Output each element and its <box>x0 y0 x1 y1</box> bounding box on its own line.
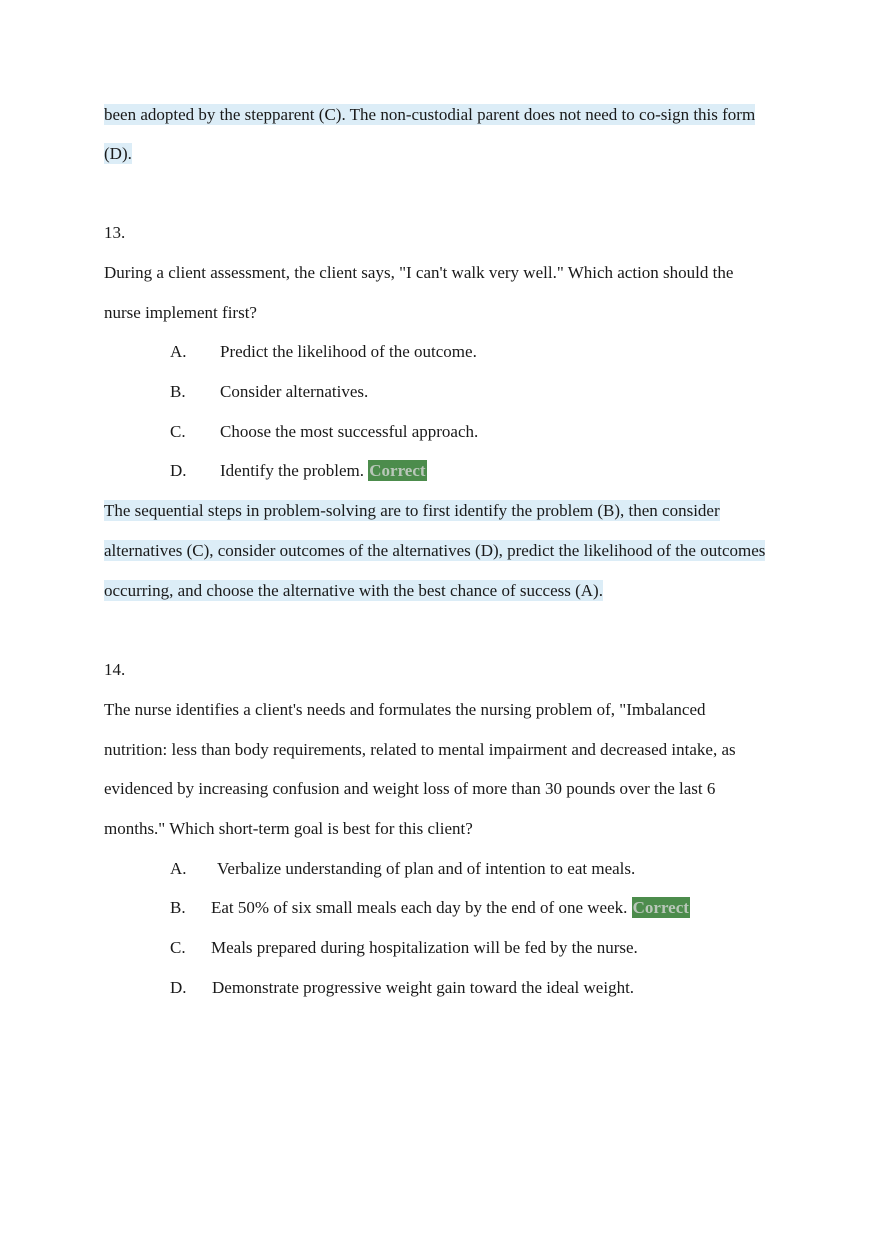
question-stem: nurse implement first? <box>104 303 257 322</box>
explanation-line <box>104 500 720 522</box>
option-text: Consider alternatives. <box>220 382 369 401</box>
option-letter: A. <box>170 859 187 878</box>
option-text: Eat 50% of six small meals each day by the end of one week. <box>211 898 628 917</box>
option-letter: B. <box>170 382 186 401</box>
option-letter: C. <box>170 422 186 441</box>
option-text: Demonstrate progressive weight gain toward the ideal weight. <box>212 978 635 997</box>
option-letter: D. <box>170 461 187 480</box>
option-text: Verbalize understanding of plan and of intention to eat meals. <box>217 859 636 878</box>
option-text: Identify the problem. <box>220 461 364 480</box>
question-stem: evidenced by increasing confusion and weight loss of more than 30 pounds over the last 6 <box>104 779 716 798</box>
highlighted-text: The sequential steps in problem-solving are to first identify the problem (B), then consider <box>104 501 720 520</box>
highlighted-text: (D). <box>104 144 132 163</box>
question-number: 14. <box>104 660 126 679</box>
highlighted-text: occurring, and choose the alternative with the best chance of success (A). <box>104 581 603 600</box>
option-letter: B. <box>170 898 186 917</box>
question-stem: The nurse identifies a client's needs and formulates the nursing problem of, "Imbalanced <box>104 700 706 719</box>
highlighted-text: alternatives (C), consider outcomes of the alternatives (D), predict the likelihood of the outcomes <box>104 541 766 560</box>
prev-explanation-line <box>104 143 132 165</box>
option-text: Predict the likelihood of the outcome. <box>220 342 477 361</box>
question-stem: nutrition: less than body requirements, related to mental impairment and decreased intake, as <box>104 740 736 759</box>
explanation-line <box>104 580 603 602</box>
option-text: Choose the most successful approach. <box>220 422 479 441</box>
prev-explanation-line <box>104 104 755 126</box>
option-letter: C. <box>170 938 186 957</box>
correct-badge: Correct <box>369 461 426 480</box>
highlighted-text: been adopted by the stepparent (C). The non-custodial parent does not need to co-sign this form <box>104 105 756 124</box>
question-number: 13. <box>104 223 126 242</box>
option-letter: D. <box>170 978 187 997</box>
explanation-line <box>104 540 765 562</box>
option-letter: A. <box>170 342 187 361</box>
correct-badge: Correct <box>632 898 689 917</box>
option-text: Meals prepared during hospitalization will be fed by the nurse. <box>211 938 638 957</box>
question-stem: During a client assessment, the client says, "I can't walk very well." Which action should the <box>104 263 734 282</box>
question-stem: months." Which short-term goal is best for this client? <box>104 819 473 838</box>
